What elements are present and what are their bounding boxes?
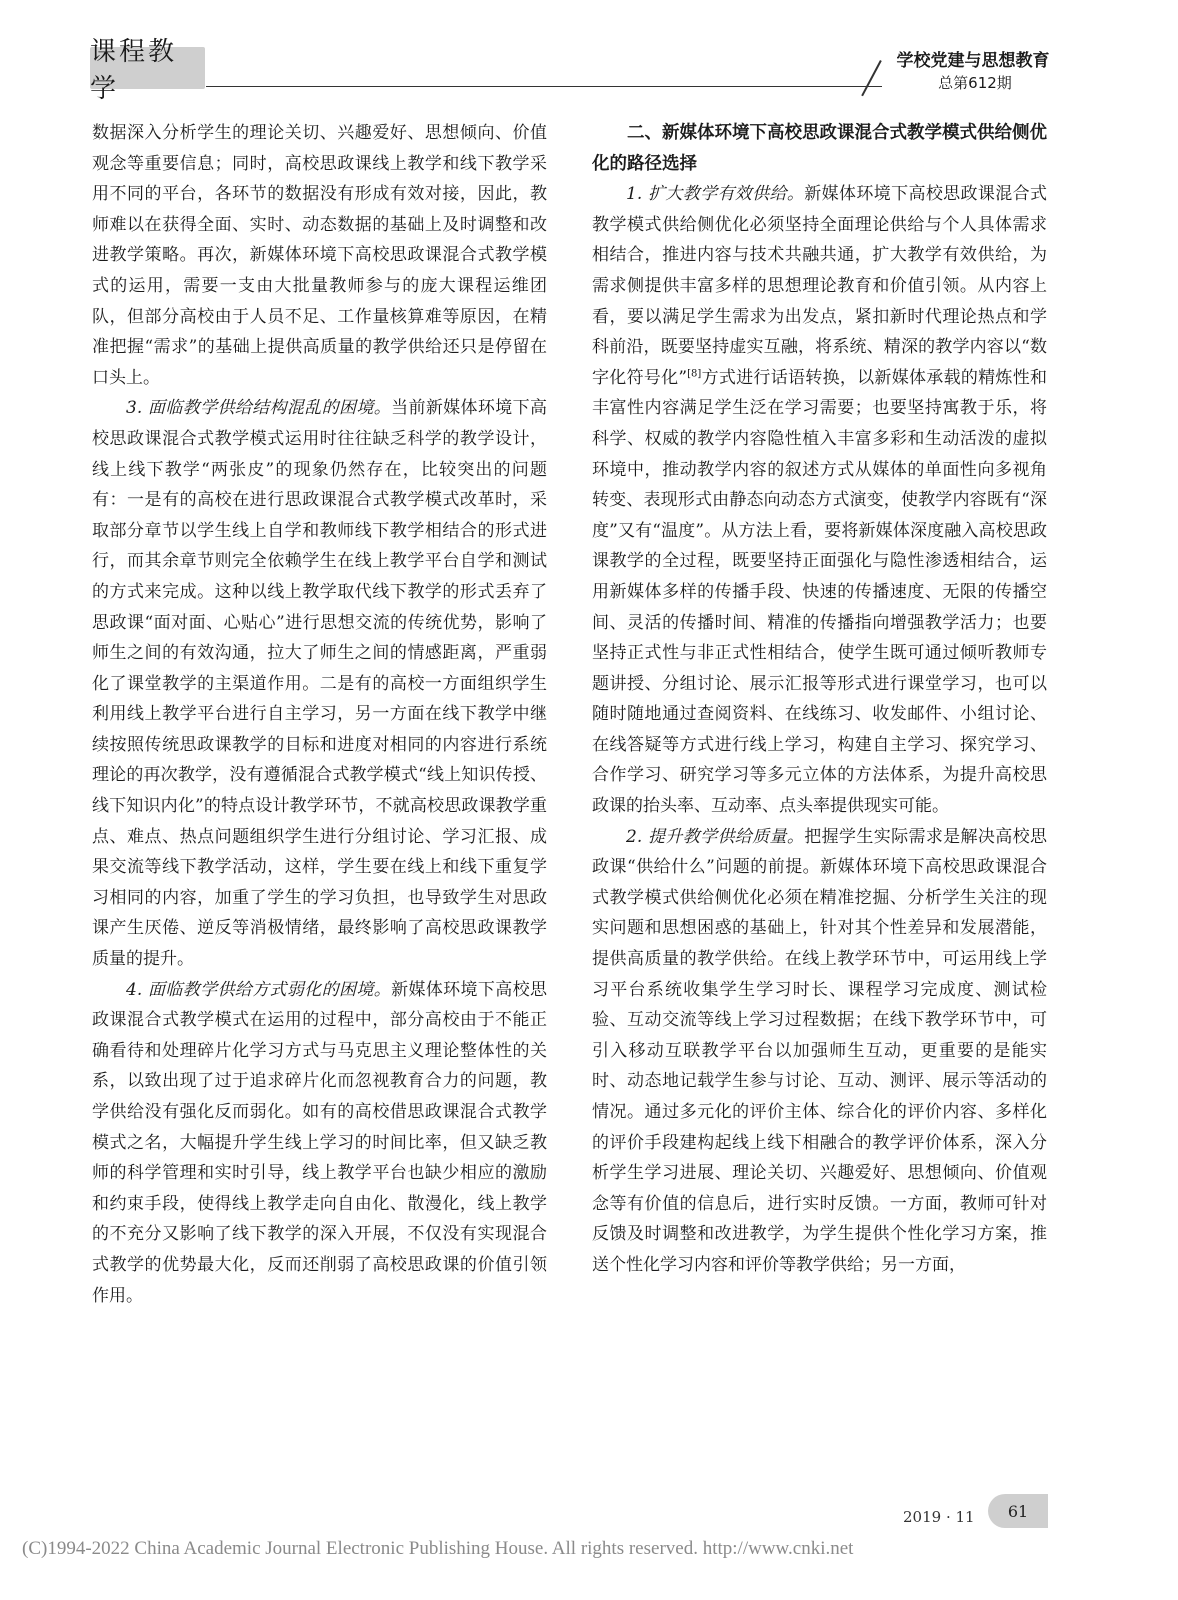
paragraph: [592, 179, 1047, 821]
paragraph-text: 新媒体环境下高校思政课混合式教学模式供给侧优化必须坚持全面理论供给与个人具体需求相结合，推进内容与技术共融共通，扩大教学有效供给，为需求侧提供丰富多样的思想理论教育和价值引领。从内容上看，要以满足学生需求为出发点，紧扣新时代理论热点和学科前沿，既要坚持虚实互融，将系统、精深的教学内容以“数字化符号化”: [592, 184, 1047, 388]
citation-ref: [8]: [687, 368, 702, 380]
right-column: [592, 118, 1047, 1281]
paragraph: [92, 975, 547, 1312]
page-number: 61: [988, 1494, 1048, 1528]
paragraph-text: 把握学生实际需求是解决高校思政课“供给什么”问题的前提。新媒体环境下高校思政课混合式教学模式供给侧优化必须在精准挖掘、分析学生关注的现实问题和思想困惑的基础上，针对其个性差异和发展潜能，提供高质量的教学供给。在线上教学环节中，可运用线上学习平台系统收集学生学习时长、课程学习完成度、测试检验、互动交流等线上学习过程数据；在线下教学环节中，可引入移动互联教学平台以加强师生互动，更重要的是能实时、动态地记载学生参与讨论、互动、测评、展示等活动的情况。通过多元化的评价主体、综合化的评价内容、多样化的评价手段建构起线上线下相融合的教学评价体系，深入分析学生学习进展、理论关切、兴趣爱好、思想倾向、价值观念等有价值的信息后，进行实时反馈。一方面，教师可针对反馈及时调整和改进教学，为学生提供个性化学习方案，推送个性化学习内容和评价等教学供给；另一方面，: [592, 826, 1047, 1275]
paragraph-lead: 1. 扩大教学有效供给。: [626, 184, 805, 205]
paragraph-text: 方式进行话语转换，以新媒体承载的精炼性和丰富性内容满足学生泛在学习需要；也要坚持寓教于乐，将科学、权威的教学内容隐性植入丰富多彩和生动活泼的虚拟环境中，推动教学内容的叙述方式从媒体的单面性向多视角转变、表现形式由静态向动态方式演变，使教学内容既有“深度”又有“温度”。从方法上看，要将新媒体深度融入高校思政课教学的全过程，既要坚持正面强化与隐性渗透相结合，运用新媒体多样的传播手段、快速的传播速度、无限的传播空间、灵活的传播时间、精准的传播指向增强教学活力；也要坚持正式性与非正式性相结合，使学生既可通过倾听教师专题讲授、分组讨论、展示汇报等形式进行课堂学习，也可以随时随地通过查阅资料、在线练习、收发邮件、小组讨论、在线答疑等方式进行线上学习，构建自主学习、探究学习、合作学习、研究学习等多元立体的方法体系，为提升高校思政课的抬头率、互动率、点头率提供现实可能。: [592, 367, 1047, 817]
issue-date: 2019 · 11: [903, 1508, 975, 1526]
issue-number: 总第612期: [938, 74, 1012, 92]
paragraph: [92, 393, 547, 974]
journal-name: 学校党建与思想教育: [896, 51, 1050, 71]
paragraph-text: 新媒体环境下高校思政课混合式教学模式在运用的过程中，部分高校由于不能正确看待和处理碎片化学习方式与马克思主义理论整体性的关系，以致出现了过于追求碎片化而忽视教育合力的问题，教学供给没有强化反而弱化。如有的高校借思政课混合式教学模式之名，大幅提升学生线上学习的时间比率，但又缺乏教师的科学管理和实时引导，线上教学平台也缺少相应的激励和约束手段，使得线上教学走向自由化、散漫化，线上教学的不充分又影响了线下教学的深入开展，不仅没有实现混合式教学的优势最大化，反而还削弱了高校思政课的价值引领作用。: [92, 979, 548, 1306]
paragraph-lead: 3. 面临教学供给结构混乱的困境。: [126, 398, 392, 419]
paragraph: 数据深入分析学生的理论关切、兴趣爱好、思想倾向、价值观念等重要信息；同时，高校思政课线上教学和线下教学采用不同的平台，各环节的数据没有形成有效对接，因此，教师难以在获得全面、实时、动态数据的基础上及时调整和改进教学策略。再次，新媒体环境下高校思政课混合式教学模式的运用，需要一支由大批量教师参与的庞大课程运维团队，但部分高校由于人员不足、工作量核算难等原因，在精准把握“需求”的基础上提供高质量的教学供给还只是停留在口头上。: [92, 123, 547, 388]
paragraph-lead: 4. 面临教学供给方式弱化的困境。: [126, 979, 392, 1000]
paragraph: [592, 822, 1047, 1281]
paragraph-lead: 2. 提升教学供给质量。: [626, 826, 805, 847]
copyright-notice: (C)1994-2022 China Academic Journal Electronic Publishing House. All rights reserved. http://www.cnki.net: [22, 1538, 854, 1559]
paragraph-text: 当前新媒体环境下高校思政课混合式教学模式运用时往往缺乏科学的教学设计，线上线下教学“两张皮”的现象仍然存在，比较突出的问题有：一是有的高校在进行思政课混合式教学模式改革时，采取部分章节以学生线上自学和教师线下教学相结合的形式进行，而其余章节则完全依赖学生在线上教学平台自学和测试的方式来完成。这种以线上教学取代线下教学的形式丢弃了思政课“面对面、心贴心”进行思想交流的传统优势，影响了师生之间的有效沟通，拉大了师生之间的情感距离，严重弱化了课堂教学的主渠道作用。二是有的高校一方面组织学生利用线上教学平台进行自主学习，另一方面在线下教学中继续按照传统思政课教学的目标和进度对相同的内容进行系统理论的再次教学，没有遵循混合式教学模式“线上知识传授、线下知识内化”的特点设计教学环节，不就高校思政课教学重点、难点、热点问题组织学生进行分组讨论、学习汇报、成果交流等线下教学活动，这样，学生要在线上和线下重复学习相同的内容，加重了学生的学习负担，也导致学生对思政课产生厌倦、逆反等消极情绪，最终影响了高校思政课教学质量的提升。: [92, 398, 548, 970]
header-rule: [206, 86, 882, 87]
section-heading: 二、新媒体环境下高校思政课混合式教学模式供给侧优化的路径选择: [592, 123, 1047, 174]
left-column: [92, 118, 547, 1311]
header-divider: [861, 60, 882, 96]
section-tag: 课程教学: [90, 47, 205, 89]
